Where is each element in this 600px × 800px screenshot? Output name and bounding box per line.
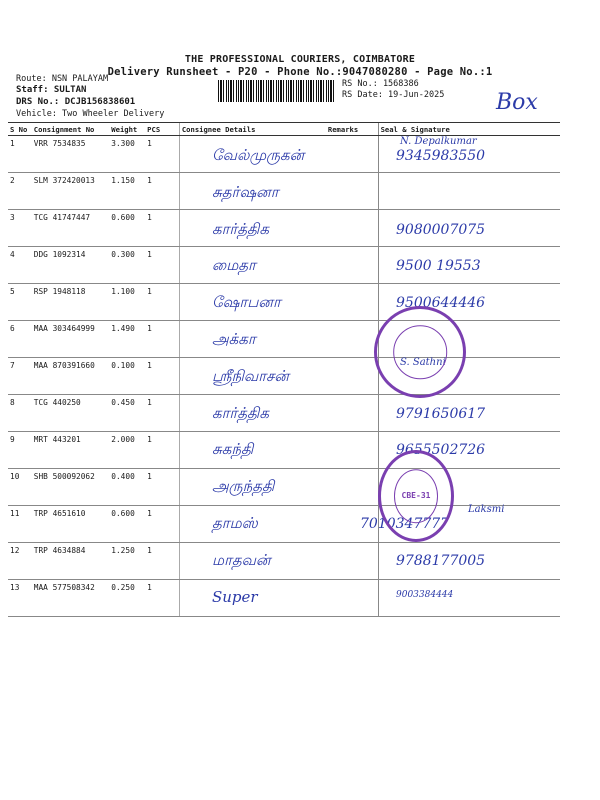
row-consignment: VRR 7534835 <box>32 136 110 173</box>
row-pcs: 1 <box>145 469 179 506</box>
col-consignment: Consignment No <box>32 123 110 136</box>
row-remarks <box>326 173 378 210</box>
row-remarks <box>326 284 378 321</box>
row-sno: 8 <box>8 395 32 432</box>
row-sno: 2 <box>8 173 32 210</box>
row-consignment: MAA 577508342 <box>32 580 110 617</box>
col-remarks: Remarks <box>326 123 378 136</box>
row-weight: 0.300 <box>109 247 145 284</box>
runsheet-subtitle: Delivery Runsheet - P20 - Phone No.:9047080280 - Page No.:1 <box>107 66 493 78</box>
handwritten-name: ஷோபனா <box>212 293 281 312</box>
row-pcs: 1 <box>145 321 179 358</box>
row-pcs: 1 <box>145 284 179 321</box>
row-remarks <box>326 432 378 469</box>
row-sno: 11 <box>8 506 32 543</box>
row-consignment: MAA 303464999 <box>32 321 110 358</box>
row-consignment: RSP 1948118 <box>32 284 110 321</box>
table-row <box>8 321 560 358</box>
handwritten-phone: 9788177005 <box>396 552 486 569</box>
handwritten-signature: N. Depalkumar <box>400 136 477 147</box>
row-weight: 1.250 <box>109 543 145 580</box>
company-title: THE PROFESSIONAL COURIERS, COIMBATORE <box>184 54 416 65</box>
row-weight: 0.600 <box>109 210 145 247</box>
row-remarks <box>326 395 378 432</box>
row-consignment: MAA 870391660 <box>32 358 110 395</box>
handwritten-name: மைதா <box>212 256 256 275</box>
handwritten-name: சுகந்தி <box>212 440 254 459</box>
handwritten-name: Super <box>212 587 258 606</box>
row-sno: 5 <box>8 284 32 321</box>
handwritten-box-note: Box <box>496 90 538 115</box>
row-remarks <box>326 247 378 284</box>
row-remarks <box>326 136 378 173</box>
handwritten-phone: 9345983550 <box>396 148 486 164</box>
row-weight: 0.600 <box>109 506 145 543</box>
row-pcs: 1 <box>145 580 179 617</box>
handwritten-name: தாமஸ் <box>212 514 258 532</box>
rs-number: RS No.: 1568386 <box>342 79 419 89</box>
barcode <box>218 80 336 102</box>
table-row <box>8 469 560 506</box>
staff-label: Staff: SULTAN <box>16 85 87 95</box>
row-pcs: 1 <box>145 136 179 173</box>
col-pcs: PCS <box>145 123 179 136</box>
row-sno: 3 <box>8 210 32 247</box>
handwritten-name: அருந்ததி <box>212 477 275 496</box>
table-header-row <box>8 123 560 136</box>
row-pcs: 1 <box>145 358 179 395</box>
col-sno: S No <box>8 123 32 136</box>
row-pcs: 1 <box>145 173 179 210</box>
handwritten-name: ஸ்ரீநிவாசன் <box>212 366 289 385</box>
row-pcs: 1 <box>145 432 179 469</box>
handwritten-phone: 9791650617 <box>396 405 486 422</box>
row-weight: 0.400 <box>109 469 145 506</box>
vehicle-label: Vehicle: Two Wheeler Delivery <box>16 109 165 119</box>
row-sno: 7 <box>8 358 32 395</box>
handwritten-signature: S. Sathni <box>400 356 446 368</box>
row-weight: 1.100 <box>109 284 145 321</box>
row-consignment: TCG 440250 <box>32 395 110 432</box>
row-pcs: 1 <box>145 395 179 432</box>
row-remarks <box>326 543 378 580</box>
col-details: Consignee Details <box>179 123 326 136</box>
rs-date: RS Date: 19-Jun-2025 <box>342 90 445 100</box>
row-weight: 1.150 <box>109 173 145 210</box>
row-pcs: 1 <box>145 210 179 247</box>
row-consignment: SLM 372420013 <box>32 173 110 210</box>
cycle-house-stamp <box>378 450 454 542</box>
row-sno: 10 <box>8 469 32 506</box>
stamp-code: CBE-31 <box>401 490 431 500</box>
col-signature: Seal & Signature <box>378 123 560 136</box>
row-signature <box>378 173 560 210</box>
row-weight: 0.450 <box>109 395 145 432</box>
row-sno: 4 <box>8 247 32 284</box>
row-remarks <box>326 358 378 395</box>
row-sno: 12 <box>8 543 32 580</box>
row-consignment: TRP 4651610 <box>32 506 110 543</box>
row-sno: 13 <box>8 580 32 617</box>
row-remarks <box>326 210 378 247</box>
handwritten-name: கார்த்திக <box>212 403 269 422</box>
handwritten-phone: 9500 19553 <box>396 258 481 275</box>
handwritten-phone: 7010347777 <box>360 516 450 532</box>
row-consignment: TCG 41747447 <box>32 210 110 247</box>
handwritten-name: அக்கா <box>212 330 256 348</box>
route-label: Route: NSN PALAYAM <box>16 74 109 84</box>
row-consignment: DDG 1092314 <box>32 247 110 284</box>
drs-number: DRS No.: DCJB156838601 <box>16 97 136 107</box>
handwritten-phone: 9655502726 <box>396 442 486 459</box>
row-sno: 6 <box>8 321 32 358</box>
handwritten-phone: 9003384444 <box>396 589 454 600</box>
row-consignment: MRT 443201 <box>32 432 110 469</box>
handwritten-name: வேல்முருகன் <box>212 146 305 164</box>
row-remarks <box>326 469 378 506</box>
courier-stamp <box>374 306 466 398</box>
row-pcs: 1 <box>145 247 179 284</box>
row-pcs: 1 <box>145 543 179 580</box>
col-weight: Weight <box>109 123 145 136</box>
handwritten-name: கார்த்திக <box>212 219 269 238</box>
handwritten-name: மாதவன் <box>212 550 271 569</box>
row-consignment: TRP 4634884 <box>32 543 110 580</box>
row-weight: 3.300 <box>109 136 145 173</box>
row-consignment: SHB 500092062 <box>32 469 110 506</box>
table-row <box>8 173 560 210</box>
row-remarks <box>326 321 378 358</box>
row-weight: 0.100 <box>109 358 145 395</box>
row-remarks <box>326 580 378 617</box>
row-pcs: 1 <box>145 506 179 543</box>
handwritten-phone: 9080007075 <box>396 221 486 238</box>
table-row <box>8 580 560 617</box>
handwritten-signature: Laksmi <box>468 504 505 515</box>
handwritten-name: சுதர்ஷனா <box>212 182 279 201</box>
row-sno: 9 <box>8 432 32 469</box>
row-weight: 2.000 <box>109 432 145 469</box>
row-sno: 1 <box>8 136 32 173</box>
handwritten-phone: 9500644446 <box>396 295 486 312</box>
row-weight: 0.250 <box>109 580 145 617</box>
row-weight: 1.490 <box>109 321 145 358</box>
